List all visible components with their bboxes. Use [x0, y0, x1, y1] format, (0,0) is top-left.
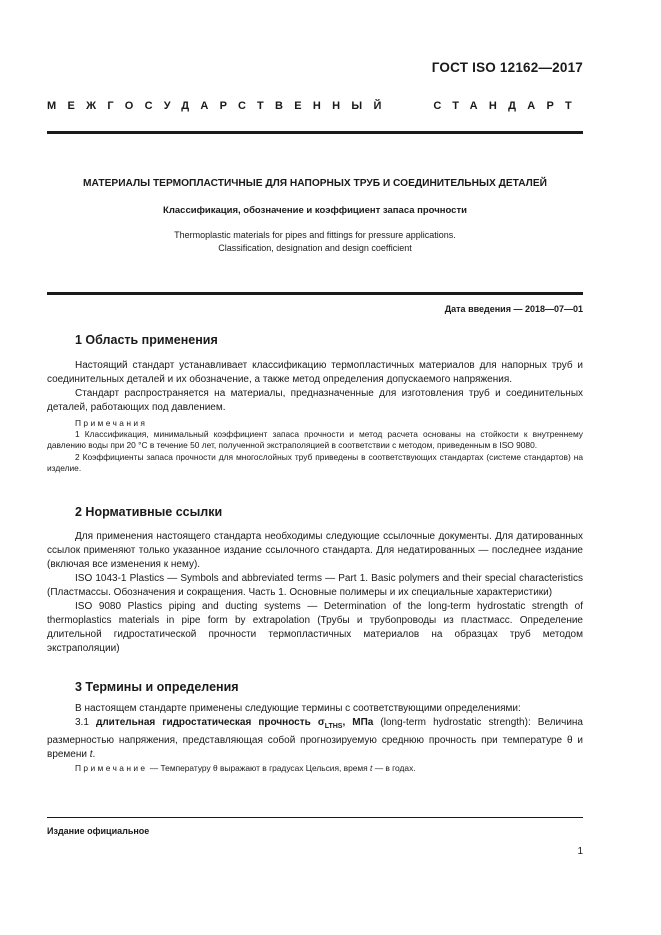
section-1-notes	[47, 418, 583, 474]
section-3-text	[47, 702, 583, 762]
term-name: длительная гидростатическая прочность	[95, 717, 311, 728]
gost-number: ГОСТ ISO 12162—2017	[431, 60, 583, 75]
note-2: 2 Коэффициенты запаса прочности для многослойных труб приведены в соответствующих стандартах (системе стандартов) на изделие.	[47, 451, 583, 473]
term-symbol: $\sigma_{LTHS}$	[317, 717, 343, 730]
page-number: 1	[577, 846, 583, 857]
note-label: Примечание	[75, 763, 148, 773]
note-text: — Температуру θ выражают в градусах Цельсия, время	[147, 763, 371, 773]
section-3-paragraph-1: В настоящем стандарте применены следующие термины с соответствующими определениями:	[75, 703, 521, 714]
term-definition-text: (long-term hydrostatic strength): Величина размерностью напряжения, представляющая собой прогнозируемую среднюю прочность при температуре θ и времени	[47, 717, 583, 760]
section-1-text	[47, 359, 583, 415]
standard-type-banner	[47, 100, 583, 112]
english-title	[47, 229, 583, 255]
note-variable-t: t	[370, 763, 373, 773]
term-number: 3.1	[75, 717, 89, 728]
note-1: 1 Классификация, минимальный коэффициент запаса прочности и метод расчета основаны на стойкости к внутреннему давлению воды при 20 °С в течение 50 лет, полученной экстраполяцией в соответствии с методом, приведенным в ISO 9080.	[47, 429, 583, 451]
term-unit: , МПа	[342, 717, 374, 728]
banner-word-interstate: МЕЖГОСУДАРСТВЕННЫЙ	[47, 100, 393, 112]
english-title-line1: Thermoplastic materials for pipes and fittings for pressure applications.	[174, 230, 456, 240]
section-2-text	[47, 530, 583, 656]
title-divider	[47, 292, 583, 295]
reference-iso-9080: ISO 9080 Plastics piping and ducting systems — Determination of the long-term hydrostatic strength of thermoplastics materials in pipe form by extrapolation (Трубы и трубопроводы из пластмасс. Определение длительной гидростатической прочности термопластичных материалов на образцах труб методом экстраполяции)	[47, 601, 583, 654]
section-3-heading: 3 Термины и определения	[75, 680, 239, 694]
banner-word-standard: СТАНДАРТ	[433, 100, 583, 112]
reference-iso-1043-1: ISO 1043-1 Plastics — Symbols and abbreviated terms — Part 1. Basic polymers and their special characteristics (Пластмассы. Обозначения и сокращения. Часть 1. Основные полимеры и их специальные характеристики)	[47, 573, 583, 598]
section-1-paragraph-1: Настоящий стандарт устанавливает классификацию термопластичных материалов для напорных труб и соединительных деталей и их обозначение, а также метод определения допускаемого напряжения.	[47, 360, 583, 385]
official-edition-label: Издание официальное	[47, 826, 150, 836]
document-title: МАТЕРИАЛЫ ТЕРМОПЛАСТИЧНЫЕ ДЛЯ НАПОРНЫХ ТРУБ И СОЕДИНИТЕЛЬНЫХ ДЕТАЛЕЙ	[83, 178, 547, 189]
document-subtitle: Классификация, обозначение и коэффициент запаса прочности	[163, 205, 467, 216]
section-3-note: Примечание — Температуру θ выражают в градусах Цельсия, время t — в годах.	[75, 763, 416, 773]
introduction-date: Дата введения — 2018—07—01	[444, 304, 583, 314]
section-2-paragraph-1: Для применения настоящего стандарта необходимы следующие ссылочные документы. Для датированных ссылок применяют только указанное издание ссылочного стандарта. Для недатированных — последнее издание (включая все изменения к нему).	[47, 531, 583, 570]
footer-divider	[47, 817, 583, 818]
term-variable-t: t	[89, 749, 93, 760]
english-title-line2: Classification, designation and design coefficient	[218, 243, 412, 253]
section-1-paragraph-2: Стандарт распространяется на материалы, предназначенные для изготовления труб и соединительных деталей, работающих под давлением.	[47, 388, 583, 413]
header-divider	[47, 131, 583, 134]
section-2-heading: 2 Нормативные ссылки	[75, 505, 223, 519]
notes-label: Примечания	[75, 418, 148, 428]
term-definition: 3.1 длительная гидростатическая прочность $\sigma_{LTHS}$, МПа (long-term hydrostatic strength): Величина размерностью напряжения, представляющая собой прогнозируемую среднюю прочность при температуре θ и времени t.	[47, 717, 583, 760]
section-1-heading: 1 Область применения	[75, 333, 218, 347]
